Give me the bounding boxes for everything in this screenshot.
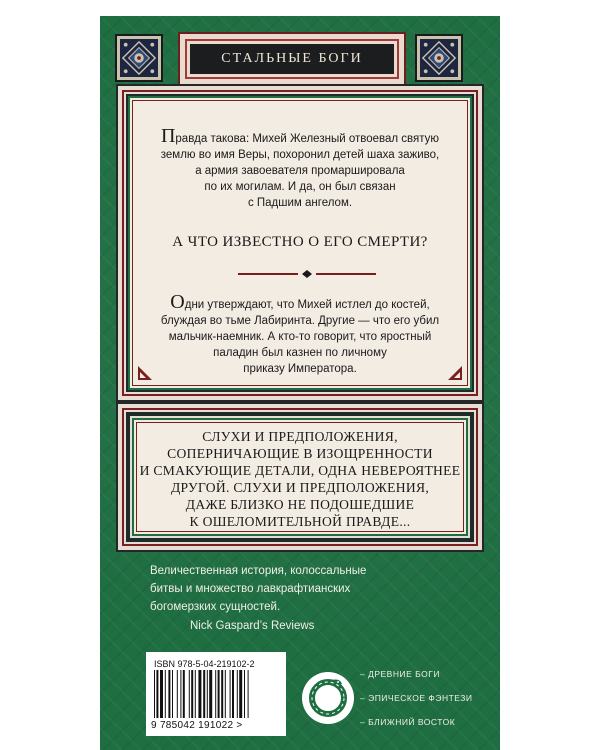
isbn-text: ISBN 978-5-04-219102-2	[154, 659, 255, 669]
tagline-panel	[116, 402, 484, 552]
left-ornament-medallion	[117, 36, 161, 80]
synopsis-heading: А ЧТО ИЗВЕСТНО О ЕГО СМЕРТИ?	[172, 234, 428, 250]
review-quote: Величественная история, колоссальные битвы и множество лавкрафтианских богомерзких сущностей.	[150, 565, 367, 613]
ornament-medallion-icon	[420, 39, 458, 77]
synopsis-paragraph-1: Правда такова: Михей Железный отвоевал святую землю во имя Веры, похоронил детей шаха заживо, а армия завоевателя промаршировала по их могилам. И да, он был связан с Падшим ангелом.	[160, 125, 440, 209]
title-frame	[178, 32, 406, 86]
ouroboros-icon	[302, 672, 354, 724]
ornament-medallion-icon	[120, 39, 158, 77]
divider-ornament-icon	[238, 270, 376, 278]
barcode-box	[146, 652, 286, 736]
corner-triangle-icon	[138, 366, 152, 380]
book-back-cover	[100, 16, 500, 750]
right-ornament-medallion	[417, 36, 461, 80]
publisher-logo	[302, 672, 354, 724]
barcode-icon	[154, 670, 278, 720]
series-title: СТАЛЬНЫЕ БОГИ	[190, 44, 394, 74]
tagline-panel-inner	[132, 418, 468, 536]
genre-item: – БЛИЖНИЙ ВОСТОК	[360, 717, 456, 727]
tagline-text: СЛУХИ И ПРЕДПОЛОЖЕНИЯ, СОПЕРНИЧАЮЩИЕ В ИЗОЩРЕННОСТИ И СМАКУЮЩИЕ ДЕТАЛИ, ОДНА НЕВЕРОЯТНЕЕ ДРУГОЙ. СЛУХИ И ПРЕДПОЛОЖЕНИЯ, ДАЖЕ БЛИЗКО НЕ ПОДОШЕДШИЕ К ОШЕЛОМИТЕЛЬНОЙ ПРАВДЕ...	[139, 429, 461, 529]
genre-list	[360, 662, 473, 734]
review-source: Nick Gaspard’s Reviews	[190, 620, 315, 632]
synopsis-paragraph-2: Одни утверждают, что Михей истлел до костей, блуждая во тьме Лабиринта. Другие — что его убил мальчик-наемник. А кто-то говорит, что яростный паладин был казнен по личному приказу Императора.	[160, 291, 440, 375]
barcode-digits: 9 785042 191022 >	[151, 720, 243, 731]
synopsis-panel-inner	[128, 96, 472, 390]
corner-triangle-icon	[448, 366, 462, 380]
genre-item: – ДРЕВНИЕ БОГИ	[360, 669, 440, 679]
genre-item: – ЭПИЧЕСКОЕ ФЭНТЕЗИ	[360, 693, 473, 703]
synopsis-panel	[116, 84, 484, 402]
